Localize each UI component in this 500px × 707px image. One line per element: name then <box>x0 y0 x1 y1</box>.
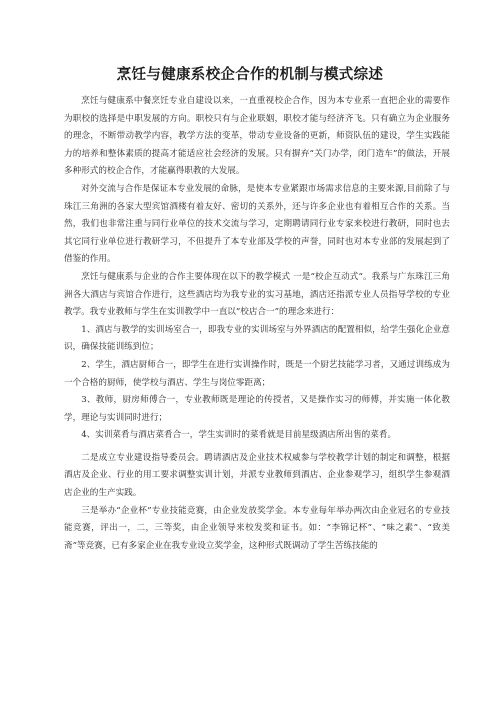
paragraph-item-3: 3、教师，厨房师傅合一，专业教师既是理论的传授者，又是操作实习的师傅，并实施一体化教学，理论与实训同时进行； <box>64 395 450 423</box>
paragraph-intro: 烹饪与健康系中餐烹饪专业自建设以来，一直重视校企合作，因为本专业系一直把企业的需要作为职校的选择是中职发展的方向。职校只有与企业联姻，职校才能与经济齐飞。只有确立为企业服务的理念，不断带动教学内容，教学方法的变革，带动专业设备的更新，师资队伍的建设，学生实践能力的培养和整体素质的提高才能适应社会经济的发展。只有摒弃“关门办学，闭门造车”的做法，开展多种形式的校企合作，才能赢得职教的大发展。 <box>64 96 450 177</box>
paragraph-mode-one: 烹饪与健康系与企业的合作主要体现在以下的教学模式 一是“校企互动式“。我系与广东珠江三角洲各大酒店与宾馆合作进行，这些酒店均为我专业的实习基地，酒店还指派专业人员指导学校的专业教学。我专业教师与学生在实训教学中一直以“校店合一”的理念来进行： <box>64 271 450 318</box>
paragraph-mode-three: 三是举办“企业杯”专业技能竞赛，由企业发放奖学金。本专业每年举办两次由企业冠名的专业技能竞赛，评出一，二，三等奖，由企业领导来校发奖和证书。如：“李锦记杯”、“味之素”、“致美斋”等竞赛，已有多家企业在我专业设立奖学金，这种形式既调动了学生苦练技能的 <box>64 505 450 551</box>
document-body <box>64 93 450 555</box>
paragraph-exchange: 对外交流与合作是保证本专业发展的命脉，是使本专业紧跟市场需求信息的主要来源,目前除了与珠江三角洲的各家大型宾馆酒楼有着友好、密切的关系外，还与许多企业也有着相互合作的关系。当然，我们也非常注重与同行业单位的技术交流与学习，定期聘请同行业专家来校进行教研，同时也去其它同行业单位进行教研学习，不但提升了本专业部及学校的声誉，同时也对本专业部的发展起到了借鉴的作用。 <box>64 183 450 265</box>
paragraph-mode-two: 二是成立专业建设指导委员会。聘请酒店及企业技术权威参与学校教学计划的制定和调整，根据酒店及企业、行业的用工要求调整实训计划，并派专业教师到酒店、企业参观学习，组织学生参观酒店企业的生产实践。 <box>64 452 450 499</box>
paragraph-item-1: 1、酒店与教学的实训场室合一，即我专业的实训场室与外界酒店的配置相似，给学生强化企业意识，确保技能训练到位； <box>64 324 450 353</box>
paragraph-item-4: 4、实训菜肴与酒店菜肴合一，学生实训时的菜肴就是目前星级酒店所出售的菜肴。 <box>81 430 397 441</box>
paragraph-item-2: 2、学生，酒店厨师合一，即学生在进行实训操作时，既是一个厨艺技能学习者，又通过训练成为一个合格的厨师，使学校与酒店、学生与岗位零距离； <box>64 359 450 388</box>
document-title: 烹饪与健康系校企合作的机制与模式综述 <box>116 66 384 83</box>
